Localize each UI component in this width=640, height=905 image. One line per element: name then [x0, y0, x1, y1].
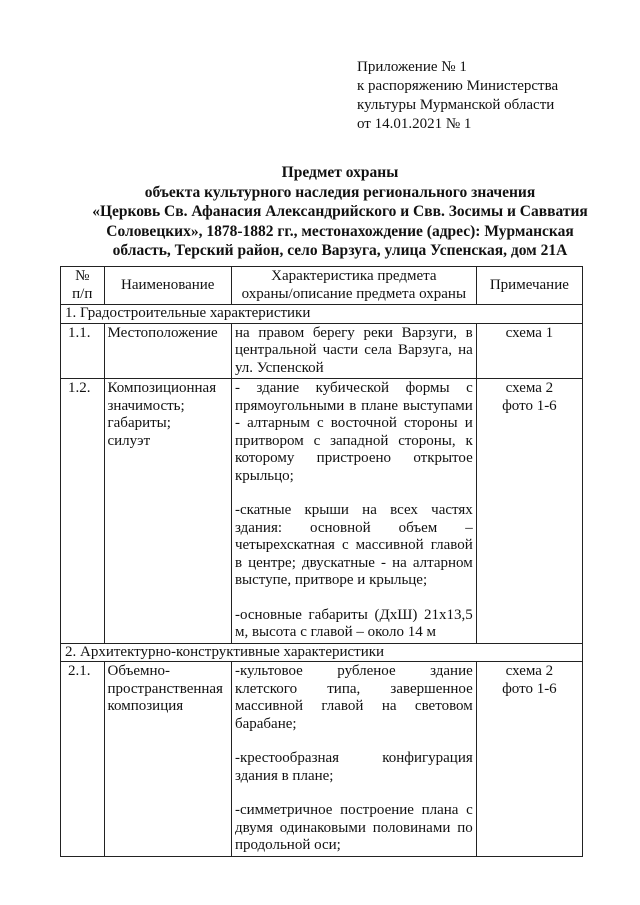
row-name: Объемно- пространственная композиция — [104, 662, 231, 857]
row-name: Композиционная значимость; габариты; силуэт — [104, 379, 231, 644]
header-description: Характеристика предмета охраны/описание предмета охраны — [231, 267, 476, 305]
row-number: 1.2. — [61, 379, 105, 644]
table-row — [61, 323, 583, 379]
row-number: 2.1. — [61, 662, 105, 857]
table-row — [61, 379, 583, 644]
row-number: 1.1. — [61, 323, 105, 379]
title-line: объекта культурного наследия регионального значения — [144, 183, 536, 201]
table-row — [61, 662, 583, 857]
appendix-header — [357, 58, 558, 134]
row-description: на правом берегу реки Варзуги, в центральной части села Варзуга, на ул. Успенской — [231, 323, 476, 379]
header-num: № п/п — [61, 267, 105, 305]
section-title: 2. Архитектурно-конструктивные характеристики — [61, 643, 583, 662]
protection-subject-table — [60, 266, 583, 857]
section-row — [61, 305, 583, 324]
header-note: Примечание — [476, 267, 582, 305]
section-title: 1. Градостроительные характеристики — [61, 305, 583, 324]
header-name: Наименование — [104, 267, 231, 305]
appendix-line: к распоряжению Министерства — [357, 78, 559, 94]
row-note: схема 1 — [476, 323, 582, 379]
row-description: -культовое рубленое здание клетского типа, завершенное массивной главой на световом барабане; -крестообразная конфигурация здания в плане; -симметричное построение плана с двумя одинаковыми половинами по продольной оси; — [231, 662, 476, 857]
title-line: Соловецких», 1878-1882 гг., местонахождение (адрес): Мурманская — [106, 222, 574, 240]
title-line: «Церковь Св. Афанасия Александрийского и Свв. Зосимы и Савватия — [92, 203, 588, 220]
row-note: схема 2 фото 1-6 — [476, 662, 582, 857]
section-row — [61, 643, 583, 662]
document-title — [60, 163, 620, 261]
appendix-line: от 14.01.2021 № 1 — [357, 116, 472, 132]
row-description: - здание кубической формы с прямоугольными в плане выступами - алтарным с восточной стороны и притвором с западной стороны, к которому пристроено открытое крыльцо; -скатные крыши на всех частях здания: основной объем – четырехскатная с массивной главой в центре; двускатные - на алтарном выступе, притворе и крыльце; -основные габариты (ДхШ) 21х13,5 м, высота с главой – около 14 м — [231, 379, 476, 644]
row-note: схема 2 фото 1-6 — [476, 379, 582, 644]
appendix-line: Приложение № 1 — [357, 59, 467, 75]
title-line: Предмет охраны — [281, 164, 399, 181]
appendix-line: культуры Мурманской области — [357, 97, 555, 113]
row-name: Местоположение — [104, 323, 231, 379]
table-header-row — [61, 267, 583, 305]
title-line: область, Терский район, село Варзуга, улица Успенская, дом 21А — [112, 242, 568, 259]
